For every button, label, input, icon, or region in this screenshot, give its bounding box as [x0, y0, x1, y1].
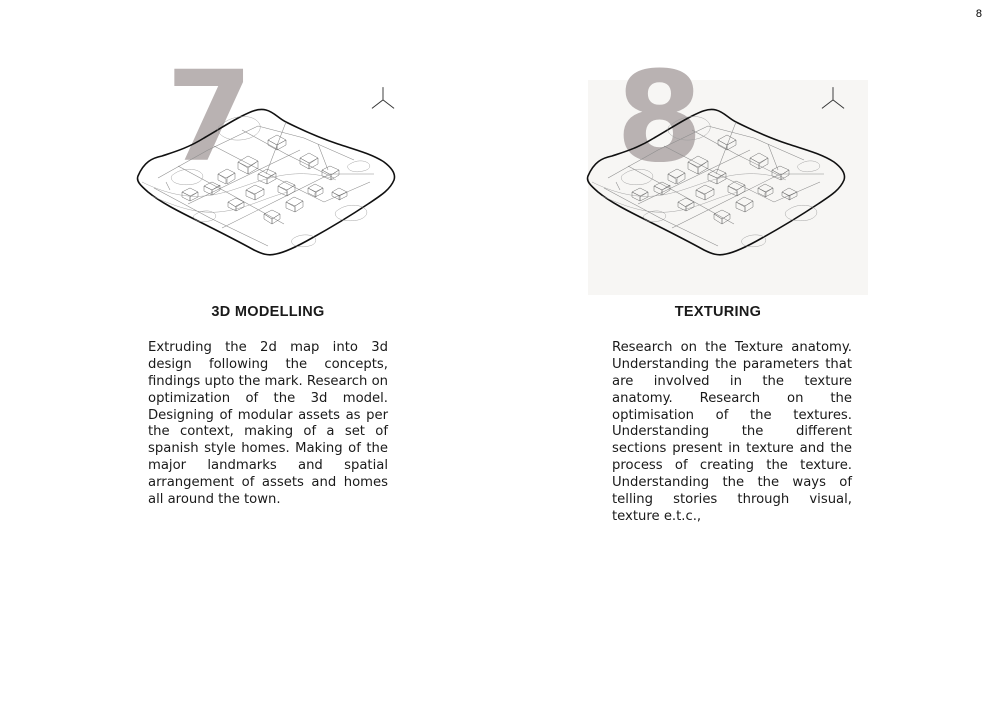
page-number: 8 — [975, 8, 982, 20]
panel-caption-3d-modelling: 3D MODELLING — [211, 304, 325, 320]
panel-caption-texturing: TEXTURING — [674, 304, 762, 320]
panel-texturing — [568, 45, 868, 526]
isometric-city-map-illustration-left — [118, 78, 418, 278]
section-number-8: 8 — [616, 45, 699, 190]
isometric-city-map-illustration-right — [568, 78, 868, 278]
panel-body-texturing: Research on the Texture anatomy. Understanding the parameters that are involved in the texture anatomy. Research on the optimisation of the textures. Understanding the different sections present in texture and the process of creating the texture. Understanding the the ways of telling stories through visual, texture e.t.c., — [612, 340, 852, 524]
figure-texturing — [568, 45, 868, 290]
figure-3d-modelling — [118, 45, 418, 290]
section-number-7: 7 — [166, 45, 249, 190]
panel-body-3d-modelling: Extruding the 2d map into 3d design following the concepts, findings upto the mark. Research on optimization of the 3d model. Designing of modular assets as per the context, making of a set of spanish style homes. Making of the major landmarks and spatial arrangement of assets and homes all around the town. — [148, 340, 388, 508]
panel-3d-modelling — [118, 45, 418, 509]
